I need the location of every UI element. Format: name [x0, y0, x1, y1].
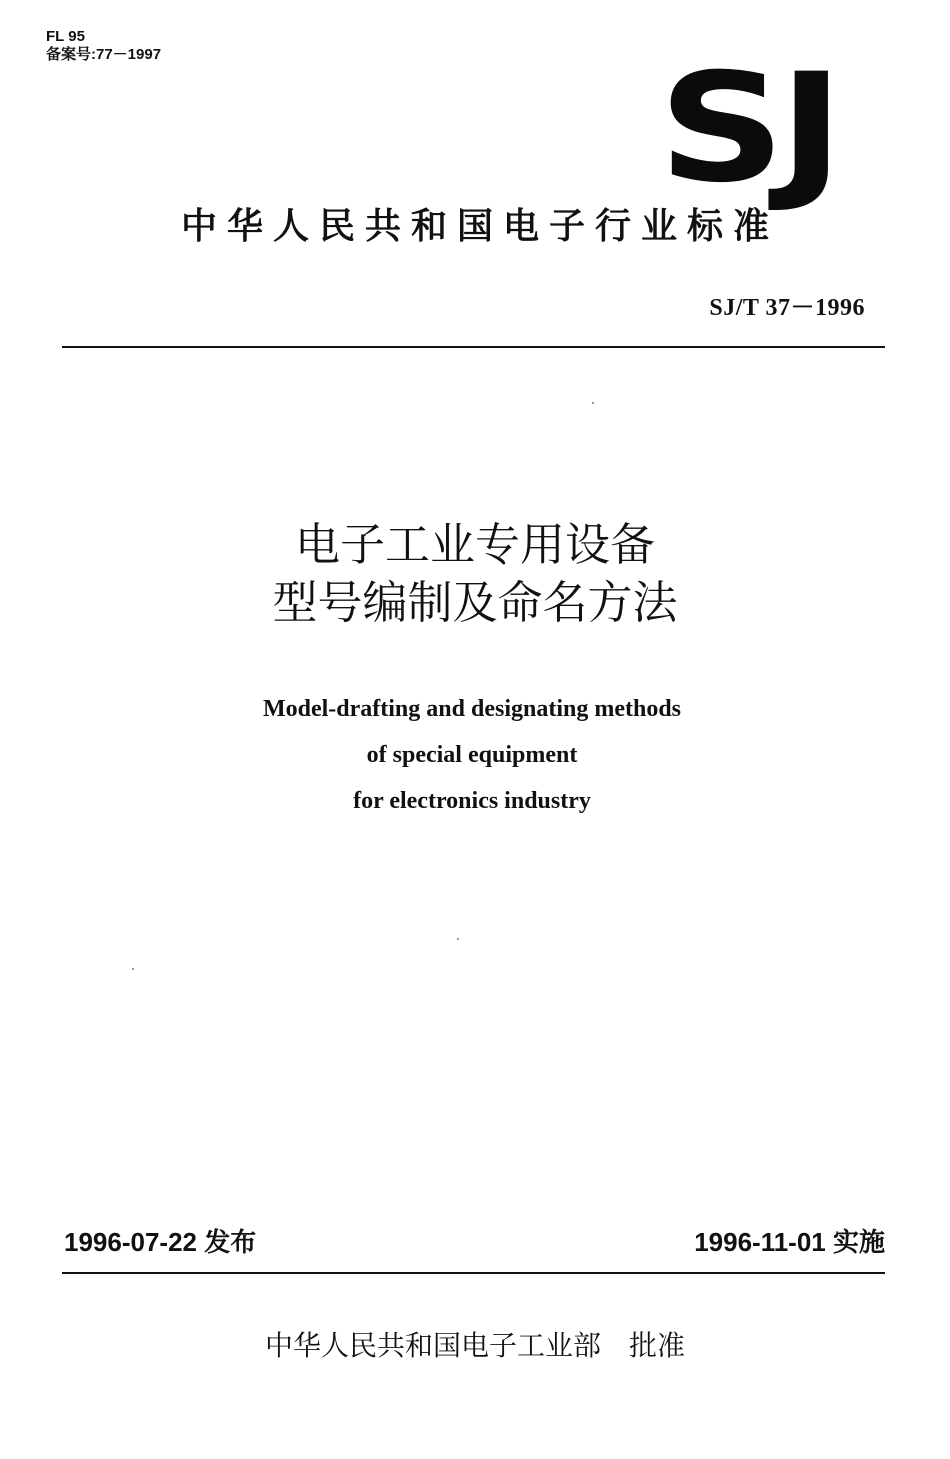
main-title-line-1: 电子工业专用设备 — [294, 518, 655, 571]
scan-speck — [457, 938, 459, 940]
main-title — [0, 516, 950, 632]
english-title — [0, 686, 944, 824]
sj-logo: SJ — [658, 42, 838, 216]
english-title-line-1: Model-drafting and designating methods — [262, 696, 682, 722]
record-number: 备案号:77－1997 — [46, 46, 162, 63]
approval-label: 批准 — [629, 1329, 686, 1362]
effective-date: 1996-11-01 实施 — [694, 1227, 885, 1257]
issuer-line — [0, 1324, 950, 1364]
classification-block — [46, 28, 161, 64]
industry-standard-title: 中华人民共和国电子行业标准 — [180, 206, 779, 247]
top-divider — [62, 346, 885, 348]
english-title-line-3: for electronics industry — [353, 788, 591, 814]
bottom-divider — [62, 1272, 885, 1274]
english-title-line-2: of special equipment — [366, 742, 578, 768]
standard-number: SJ/T 37－1996 — [709, 295, 865, 321]
scan-speck — [592, 402, 594, 404]
issue-date: 1996-07-22 发布 — [64, 1227, 257, 1257]
main-title-line-2: 型号编制及命名方法 — [272, 576, 678, 629]
scan-speck — [132, 968, 134, 970]
classification-code: FL 95 — [46, 28, 85, 45]
issuing-authority: 中华人民共和国电子工业部 — [264, 1329, 601, 1362]
